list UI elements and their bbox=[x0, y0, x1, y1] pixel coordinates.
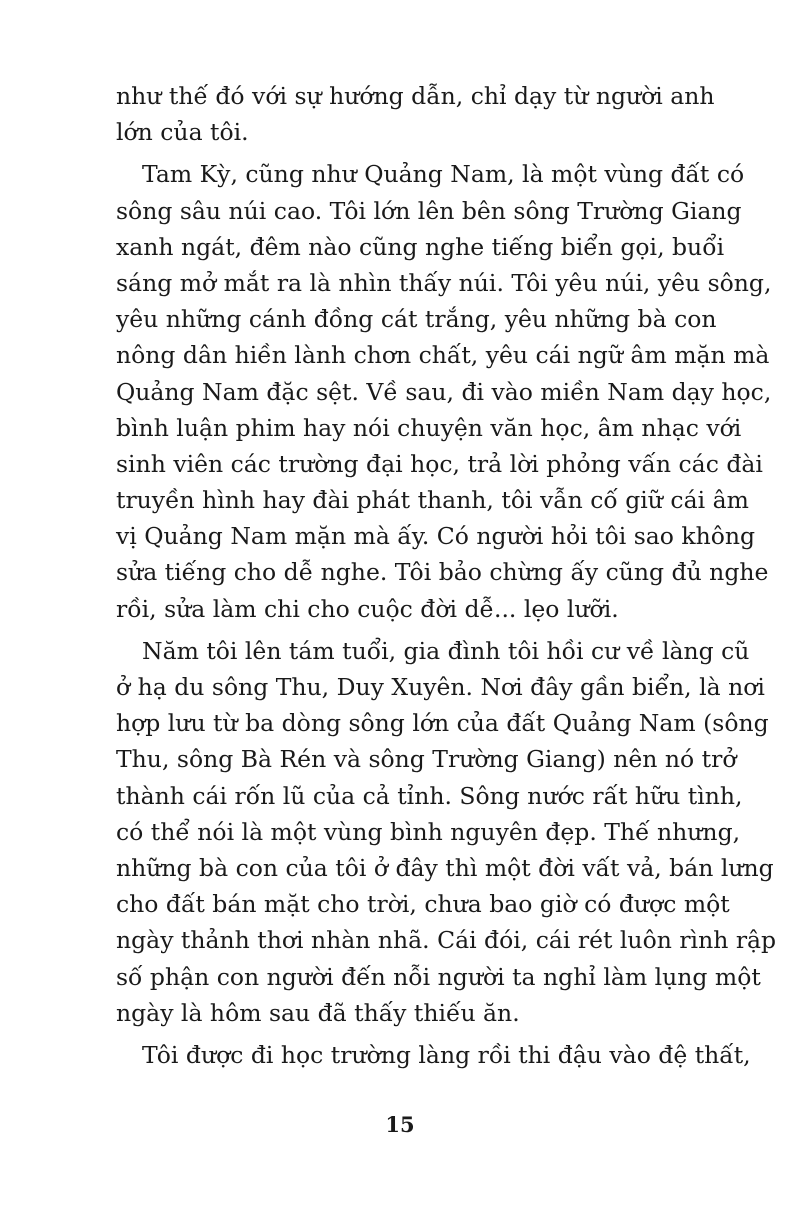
text-line: hợp lưu từ ba dòng sông lớn của đất Quảng Nam (sông bbox=[116, 709, 769, 738]
text-line: yêu những cánh đồng cát trắng, yêu những bà con bbox=[116, 305, 717, 334]
text-line: vị Quảng Nam mặn mà ấy. Có người hỏi tôi sao không bbox=[116, 522, 756, 551]
text-line: như thế đó với sự hướng dẫn, chỉ dạy từ người anh bbox=[116, 82, 715, 110]
body-text bbox=[116, 78, 777, 1073]
text-line: ngày thảnh thơi nhàn nhã. Cái đói, cái rét luôn rình rập bbox=[116, 926, 777, 955]
text-line: xanh ngát, đêm nào cũng nghe tiếng biển gọi, buổi bbox=[116, 232, 725, 261]
text-line: sáng mở mắt ra là nhìn thấy núi. Tôi yêu núi, yêu sông, bbox=[116, 268, 772, 297]
text-line: thành cái rốn lũ của cả tỉnh. Sông nước rất hữu tình, bbox=[116, 781, 743, 810]
text-line: truyền hình hay đài phát thanh, tôi vẫn cố giữ cái âm bbox=[116, 486, 749, 515]
text-line: ở hạ du sông Thu, Duy Xuyên. Nơi đây gần biển, là nơi bbox=[116, 673, 765, 701]
text-line: Thu, sông Bà Rén và sông Trường Giang) nên nó trở bbox=[116, 745, 737, 774]
text-line: sửa tiếng cho dễ nghe. Tôi bảo chừng ấy cũng đủ nghe bbox=[116, 558, 769, 587]
text-line: sinh viên các trường đại học, trả lời phỏng vấn các đài bbox=[116, 449, 763, 478]
text-line: lớn của tôi. bbox=[116, 118, 249, 147]
text-line: Tam Kỳ, cũng như Quảng Nam, là một vùng đất có bbox=[142, 160, 745, 189]
text-line: nông dân hiền lành chơn chất, yêu cái ngữ âm mặn mà bbox=[116, 341, 770, 370]
paragraph bbox=[116, 78, 715, 150]
text-line: bình luận phim hay nói chuyện văn học, âm nhạc với bbox=[116, 413, 742, 442]
text-line: có thể nói là một vùng bình nguyên đẹp. Thế nhưng, bbox=[116, 817, 741, 846]
text-line: rồi, sửa làm chi cho cuộc đời dễ... lẹo lưỡi. bbox=[116, 594, 619, 623]
text-line: những bà con của tôi ở đây thì một đời vất vả, bán lưng bbox=[116, 853, 774, 882]
text-line: Quảng Nam đặc sệt. Về sau, đi vào miền Nam dạy học, bbox=[116, 377, 772, 406]
paragraph bbox=[116, 156, 772, 626]
text-line: sông sâu núi cao. Tôi lớn lên bên sông Trường Giang bbox=[116, 196, 742, 225]
text-line: Năm tôi lên tám tuổi, gia đình tôi hồi cư về làng cũ bbox=[142, 636, 750, 665]
page-number: 15 bbox=[385, 1112, 415, 1137]
text-line: Tôi được đi học trường làng rồi thi đậu vào đệ thất, bbox=[142, 1040, 751, 1069]
text-line: số phận con người đến nỗi người ta nghỉ làm lụng một bbox=[116, 962, 761, 991]
text-line: cho đất bán mặt cho trời, chưa bao giờ có được một bbox=[116, 890, 730, 919]
paragraph bbox=[116, 633, 777, 1031]
paragraph bbox=[116, 1037, 751, 1073]
text-line: ngày là hôm sau đã thấy thiếu ăn. bbox=[116, 998, 520, 1027]
